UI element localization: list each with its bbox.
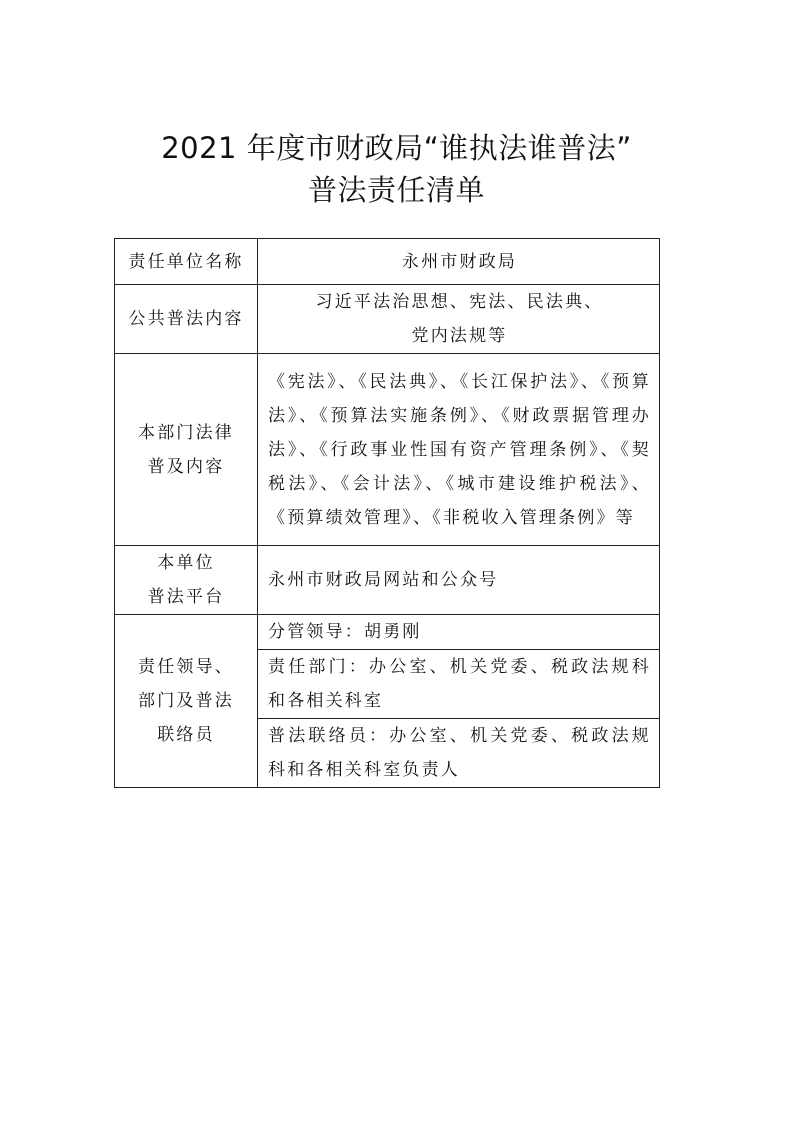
unit-name-value: 永州市财政局	[258, 239, 660, 285]
document-title-line-1: 2021 年度市财政局“谁执法谁普法”	[161, 131, 632, 165]
liaison-value: 普法联络员：办公室、机关党委、税政法规科和各相关科室负责人	[258, 719, 660, 788]
public-content-line-2: 党内法规等	[411, 326, 508, 346]
dept-content-label-line-1: 本部门法律	[138, 422, 234, 443]
table-row-dept-content	[115, 354, 660, 546]
platform-label	[115, 546, 258, 615]
leaders-label	[115, 615, 258, 788]
leader-value: 分管领导：胡勇刚	[258, 615, 660, 650]
table-row-platform	[115, 546, 660, 615]
platform-label-line-1: 本单位	[157, 553, 215, 573]
public-content-value	[258, 285, 660, 354]
dept-content-value: 《宪法》、《民法典》、《长江保护法》、《预算法》、《预算法实施条例》、《财政票据管理办法》、《行政事业性国有资产管理条例》、《契税法》、《会计法》、《城市建设维护税法》、《预算绩效管理》、《非税收入管理条例》等	[258, 354, 660, 546]
dept-content-label-line-2: 普及内容	[147, 456, 225, 477]
public-content-line-1: 习近平法治思想、宪法、民法典、	[315, 292, 604, 312]
table-row-leader	[115, 615, 660, 650]
responsibility-table	[114, 238, 660, 788]
platform-label-line-2: 普法平台	[147, 587, 225, 607]
leaders-label-line-3: 联络员	[157, 725, 215, 745]
leaders-label-line-1: 责任领导、	[138, 657, 234, 677]
platform-value: 永州市财政局网站和公众号	[258, 546, 660, 615]
public-content-label: 公共普法内容	[115, 285, 258, 354]
department-value: 责任部门：办公室、机关党委、税政法规科和各相关科室	[258, 650, 660, 719]
document-title-line-2: 普法责任清单	[307, 173, 485, 207]
leaders-label-line-2: 部门及普法	[138, 691, 234, 711]
dept-content-label	[115, 354, 258, 546]
unit-name-label: 责任单位名称	[115, 239, 258, 285]
table-row-public-content	[115, 285, 660, 354]
table-row-unit-name	[115, 239, 660, 285]
